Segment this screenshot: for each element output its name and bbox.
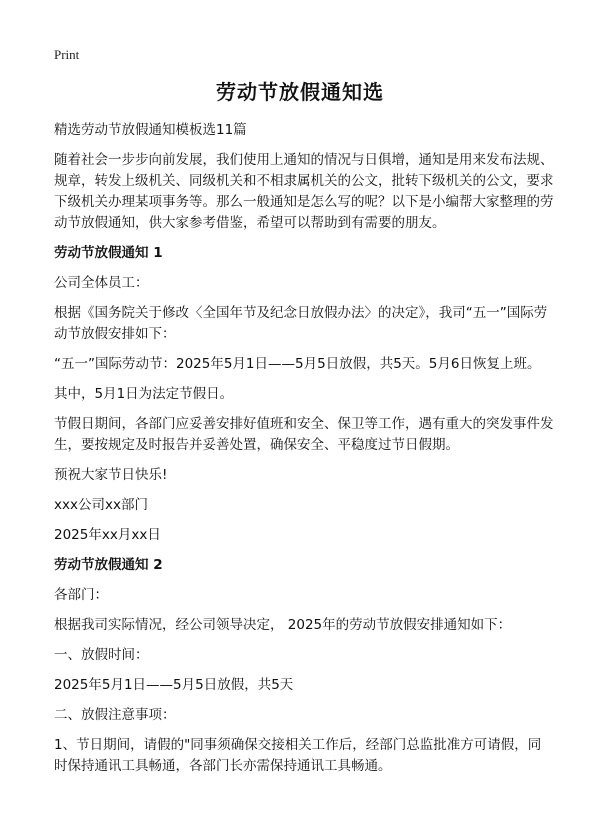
- paragraph: 节假日期间，各部门应妥善安排好值班和安全、保卫等工作，遇有重大的突发事件发生，要按规定及时报告并妥善处置，确保安全、平稳度过节日假期。: [54, 416, 554, 453]
- paragraph: xxx公司xx部门: [54, 497, 148, 513]
- paragraph: 各部门：: [54, 587, 108, 603]
- paragraph: 1、节日期间，请假的"同事须确保交接相关工作后，经部门总监批准方可请假，同时保持通讯工具畅通，各部门长亦需保持通讯工具畅通。: [54, 737, 542, 774]
- paragraph: 公司全体员工：: [54, 275, 149, 291]
- document-body: [54, 120, 554, 786]
- paragraph: 随着社会一步步向前发展，我们使用上通知的情况与日俱增，通知是用来发布法规、规章，转发上级机关、同级机关和不相隶属机关的公文，批转下级机关的公文，要求下级机关办理某项事务等。那么一般通知是怎么写的呢？以下是小编帮大家整理的劳动节放假通知，供大家参考借鉴，希望可以帮助到有需要的朋友。: [54, 152, 554, 231]
- section-heading: 劳动节放假通知 2: [54, 557, 163, 573]
- paragraph: 精选劳动节放假通知模板选11篇: [54, 122, 247, 138]
- paragraph: 其中，5月1日为法定节假日。: [54, 386, 234, 402]
- print-label: Print: [54, 47, 80, 62]
- page-title: 劳动节放假通知选: [216, 80, 384, 104]
- paragraph: “五一”国际劳动节：2025年5月1日——5月5日放假，共5天。5月6日恢复上班。: [54, 356, 541, 372]
- paragraph: 预祝大家节日快乐!: [54, 467, 168, 483]
- paragraph: 二、放假注意事项：: [54, 707, 176, 723]
- paragraph: 根据我司实际情况，经公司领导决定， 2025年的劳动节放假安排通知如下：: [54, 617, 512, 633]
- section-heading: 劳动节放假通知 1: [54, 245, 163, 261]
- paragraph: 2025年xx月xx日: [54, 527, 161, 543]
- paragraph: 2025年5月1日——5月5日放假，共5天: [54, 677, 294, 693]
- paragraph: 根据《国务院关于修改〈全国年节及纪念日放假办法〉的决定》，我司“五一”国际劳动节放假安排如下：: [54, 305, 548, 342]
- paragraph: 一、放假时间：: [54, 647, 149, 663]
